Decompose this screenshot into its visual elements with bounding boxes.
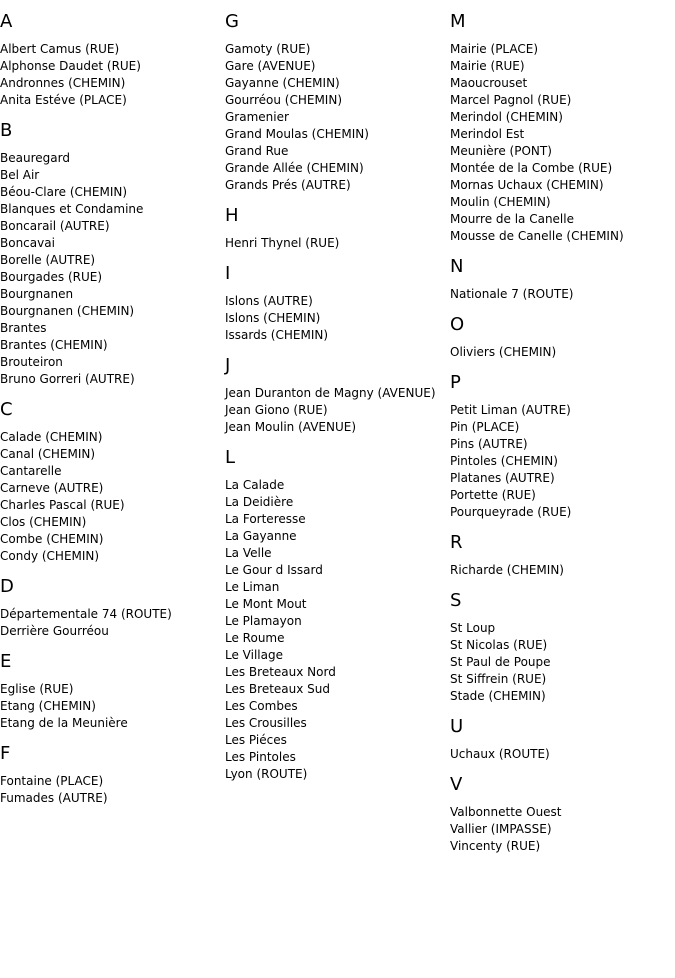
letter-section xyxy=(450,521,675,579)
street-link[interactable]: Béou-Clare (CHEMIN) xyxy=(0,185,128,199)
letter-heading: F xyxy=(0,743,11,764)
street-link[interactable]: Gamoty (RUE) xyxy=(225,42,311,56)
letter-section xyxy=(450,245,675,303)
street-link[interactable]: Borelle (AUTRE) xyxy=(0,253,96,267)
letter-heading: E xyxy=(0,651,12,672)
street-link[interactable]: Gayanne (CHEMIN) xyxy=(225,76,340,90)
street-link[interactable]: Anita Estéve (PLACE) xyxy=(0,93,127,107)
street-link[interactable]: Pintoles (CHEMIN) xyxy=(450,454,558,468)
street-link[interactable]: Boncavai xyxy=(0,236,55,250)
street-link[interactable]: St Nicolas (RUE) xyxy=(450,638,548,652)
letter-heading: V xyxy=(450,774,463,795)
street-link[interactable]: Bruno Gorreri (AUTRE) xyxy=(0,372,135,386)
street-link[interactable]: Mornas Uchaux (CHEMIN) xyxy=(450,178,604,192)
street-link[interactable]: Issards (CHEMIN) xyxy=(225,328,329,342)
street-link[interactable]: Alphonse Daudet (RUE) xyxy=(0,59,141,73)
street-link[interactable]: Calade (CHEMIN) xyxy=(0,430,103,444)
street-link[interactable]: Les Piéces xyxy=(225,733,287,747)
street-list xyxy=(225,235,450,252)
street-link[interactable]: La Forteresse xyxy=(225,512,306,526)
street-link[interactable]: St Siffrein (RUE) xyxy=(450,672,547,686)
street-index-column-2 xyxy=(225,0,450,783)
street-link[interactable]: Mairie (RUE) xyxy=(450,59,525,73)
letter-section xyxy=(450,705,675,763)
street-link[interactable]: Grand Moulas (CHEMIN) xyxy=(225,127,369,141)
street-list xyxy=(225,293,450,344)
street-link[interactable]: Lyon (ROUTE) xyxy=(225,767,308,781)
street-list xyxy=(225,477,450,783)
street-link[interactable]: Les Combes xyxy=(225,699,298,713)
street-link[interactable]: Canal (CHEMIN) xyxy=(0,447,96,461)
letter-section xyxy=(450,579,675,705)
street-link[interactable]: Les Breteaux Nord xyxy=(225,665,336,679)
street-link[interactable]: La Velle xyxy=(225,546,272,560)
street-link[interactable]: Le Liman xyxy=(225,580,280,594)
street-link[interactable]: Jean Moulin (AVENUE) xyxy=(225,420,357,434)
street-list xyxy=(225,41,450,194)
letter-section xyxy=(450,0,675,245)
street-link[interactable]: Bourgnanen (CHEMIN) xyxy=(0,304,135,318)
street-list xyxy=(450,402,675,521)
street-link[interactable]: Mousse de Canelle (CHEMIN) xyxy=(450,229,624,243)
street-link[interactable]: Valbonnette Ouest xyxy=(450,805,562,819)
street-link[interactable]: Jean Duranton de Magny (AVENUE) xyxy=(225,386,436,400)
street-link[interactable]: Charles Pascal (RUE) xyxy=(0,498,125,512)
street-link[interactable]: Pins (AUTRE) xyxy=(450,437,528,451)
street-link[interactable]: La Deidière xyxy=(225,495,294,509)
street-list xyxy=(450,746,675,763)
letter-section xyxy=(0,565,225,640)
letter-heading: U xyxy=(450,716,464,737)
street-link[interactable]: Le Village xyxy=(225,648,283,662)
street-link[interactable]: Maoucrouset xyxy=(450,76,528,90)
street-link[interactable]: Grands Prés (AUTRE) xyxy=(225,178,351,192)
letter-heading: C xyxy=(0,399,13,420)
street-link[interactable]: Bourgades (RUE) xyxy=(0,270,103,284)
street-link[interactable]: La Gayanne xyxy=(225,529,297,543)
street-link[interactable]: Blanques et Condamine xyxy=(0,202,144,216)
letter-section xyxy=(0,640,225,732)
street-link[interactable]: Etang de la Meunière xyxy=(0,716,128,730)
street-link[interactable]: Départementale 74 (ROUTE) xyxy=(0,607,172,621)
street-link[interactable]: Stade (CHEMIN) xyxy=(450,689,546,703)
letter-heading: J xyxy=(225,355,231,376)
street-link[interactable]: Richarde (CHEMIN) xyxy=(450,563,564,577)
street-link[interactable]: Condy (CHEMIN) xyxy=(0,549,100,563)
street-link[interactable]: Petit Liman (AUTRE) xyxy=(450,403,571,417)
letter-section xyxy=(225,252,450,344)
street-link[interactable]: Andronnes (CHEMIN) xyxy=(0,76,126,90)
street-list xyxy=(0,773,225,807)
street-link[interactable]: Merindol Est xyxy=(450,127,525,141)
street-link[interactable]: Cantarelle xyxy=(0,464,62,478)
street-list xyxy=(450,804,675,855)
letter-heading: D xyxy=(0,576,14,597)
street-link[interactable]: Islons (AUTRE) xyxy=(225,294,313,308)
street-link[interactable]: Combe (CHEMIN) xyxy=(0,532,104,546)
street-list xyxy=(0,150,225,388)
street-list xyxy=(450,562,675,579)
street-link[interactable]: Nationale 7 (ROUTE) xyxy=(450,287,574,301)
street-list xyxy=(450,286,675,303)
street-link[interactable]: Beauregard xyxy=(0,151,70,165)
street-link[interactable]: Jean Giono (RUE) xyxy=(225,403,328,417)
letter-heading: B xyxy=(0,120,13,141)
street-link[interactable]: Islons (CHEMIN) xyxy=(225,311,321,325)
street-link[interactable]: Mourre de la Canelle xyxy=(450,212,574,226)
letter-heading: A xyxy=(0,11,13,32)
street-link[interactable]: Portette (RUE) xyxy=(450,488,536,502)
letter-section xyxy=(0,109,225,388)
street-link[interactable]: Brantes (CHEMIN) xyxy=(0,338,108,352)
street-list xyxy=(450,41,675,245)
street-link[interactable]: Fontaine (PLACE) xyxy=(0,774,104,788)
street-link[interactable]: Les Pintoles xyxy=(225,750,296,764)
street-link[interactable]: Grande Allée (CHEMIN) xyxy=(225,161,364,175)
letter-section xyxy=(450,361,675,521)
street-link[interactable]: Fumades (AUTRE) xyxy=(0,791,108,805)
street-link[interactable]: Albert Camus (RUE) xyxy=(0,42,120,56)
street-link[interactable]: Clos (CHEMIN) xyxy=(0,515,87,529)
street-list xyxy=(0,681,225,732)
letter-heading: I xyxy=(225,263,231,284)
street-link[interactable]: Montée de la Combe (RUE) xyxy=(450,161,613,175)
street-link[interactable]: Bel Air xyxy=(0,168,40,182)
letter-heading: L xyxy=(225,447,236,468)
street-index-column-1 xyxy=(0,0,225,807)
street-link[interactable]: Boncarail (AUTRE) xyxy=(0,219,110,233)
street-index-column-3 xyxy=(450,0,675,855)
street-link[interactable]: Oliviers (CHEMIN) xyxy=(450,345,557,359)
street-link[interactable]: Uchaux (ROUTE) xyxy=(450,747,550,761)
letter-section xyxy=(0,0,225,109)
street-link[interactable]: La Calade xyxy=(225,478,285,492)
street-link[interactable]: Derrière Gourréou xyxy=(0,624,109,638)
street-link[interactable]: St Paul de Poupe xyxy=(450,655,551,669)
street-list xyxy=(0,429,225,565)
letter-heading: O xyxy=(450,314,465,335)
letter-heading: N xyxy=(450,256,464,277)
street-link[interactable]: Platanes (AUTRE) xyxy=(450,471,555,485)
street-link[interactable]: Le Mont Mout xyxy=(225,597,307,611)
letter-heading: H xyxy=(225,205,239,226)
street-list xyxy=(0,606,225,640)
letter-section xyxy=(225,194,450,252)
street-list xyxy=(225,385,450,436)
street-link[interactable]: Gourréou (CHEMIN) xyxy=(225,93,342,107)
street-link[interactable]: Brantes xyxy=(0,321,47,335)
street-link[interactable]: Le Plamayon xyxy=(225,614,302,628)
letter-heading: R xyxy=(450,532,463,553)
street-link[interactable]: Les Crousilles xyxy=(225,716,307,730)
street-link[interactable]: Bourgnanen xyxy=(0,287,74,301)
street-link[interactable]: Pourqueyrade (RUE) xyxy=(450,505,572,519)
street-list xyxy=(0,41,225,109)
street-link[interactable]: Moulin (CHEMIN) xyxy=(450,195,551,209)
street-link[interactable]: St Loup xyxy=(450,621,496,635)
street-link[interactable]: Eglise (RUE) xyxy=(0,682,74,696)
letter-section xyxy=(225,344,450,436)
street-list xyxy=(450,620,675,705)
street-link[interactable]: Marcel Pagnol (RUE) xyxy=(450,93,572,107)
street-link[interactable]: Gramenier xyxy=(225,110,289,124)
street-list xyxy=(450,344,675,361)
letter-heading: S xyxy=(450,590,462,611)
street-link[interactable]: Les Breteaux Sud xyxy=(225,682,331,696)
letter-section xyxy=(225,436,450,783)
street-link[interactable]: Carneve (AUTRE) xyxy=(0,481,104,495)
letter-heading: P xyxy=(450,372,461,393)
street-link[interactable]: Henri Thynel (RUE) xyxy=(225,236,340,250)
street-link[interactable]: Merindol (CHEMIN) xyxy=(450,110,563,124)
street-link[interactable]: Etang (CHEMIN) xyxy=(0,699,96,713)
letter-section xyxy=(0,388,225,565)
letter-heading: G xyxy=(225,11,239,32)
street-link[interactable]: Vincenty (RUE) xyxy=(450,839,541,853)
street-link[interactable]: Le Gour d Issard xyxy=(225,563,323,577)
street-link[interactable]: Pin (PLACE) xyxy=(450,420,520,434)
letter-heading: M xyxy=(450,11,466,32)
letter-section xyxy=(450,763,675,855)
letter-section xyxy=(225,0,450,194)
street-link[interactable]: Mairie (PLACE) xyxy=(450,42,539,56)
letter-section xyxy=(0,732,225,807)
street-link[interactable]: Vallier (IMPASSE) xyxy=(450,822,552,836)
letter-section xyxy=(450,303,675,361)
street-link[interactable]: Brouteiron xyxy=(0,355,63,369)
street-link[interactable]: Grand Rue xyxy=(225,144,289,158)
street-link[interactable]: Gare (AVENUE) xyxy=(225,59,316,73)
street-link[interactable]: Meunière (PONT) xyxy=(450,144,552,158)
street-link[interactable]: Le Roume xyxy=(225,631,285,645)
